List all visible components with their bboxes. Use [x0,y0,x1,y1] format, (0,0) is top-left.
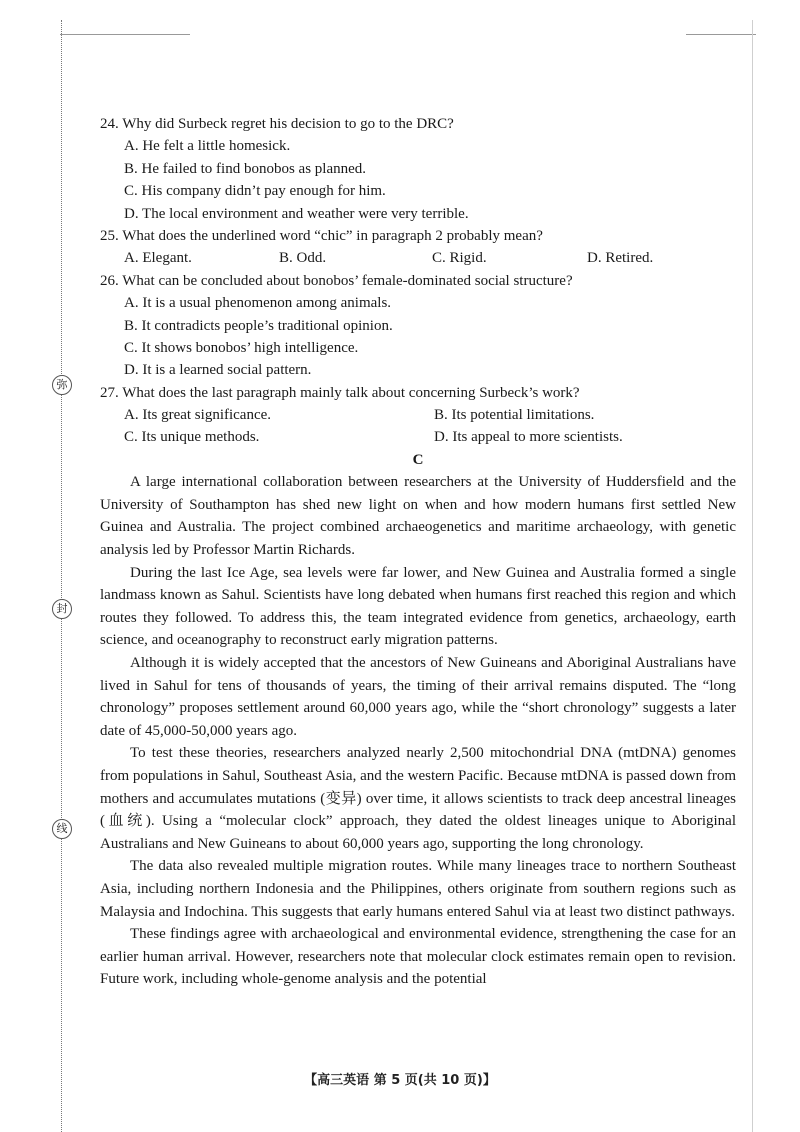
binding-char-feng: 封 [52,599,72,619]
option-c: C. Its unique methods. [124,429,260,446]
question-24 [100,113,736,225]
option-c: C. Rigid. [432,250,487,267]
option-d: D. The local environment and weather were very terrible. [124,205,469,222]
option-d: D. Its appeal to more scientists. [434,429,623,446]
top-rule-right [686,34,756,35]
option-b: B. He failed to find bonobos as planned. [124,160,367,177]
option-a: A. It is a usual phenomenon among animals. [124,295,392,312]
binding-char-xian: 线 [52,819,72,839]
question-26 [100,270,736,382]
option-d: D. It is a learned social pattern. [124,362,312,379]
passage-paragraph: To test these theories, researchers analyzed nearly 2,500 mitochondrial DNA (mtDNA) genomes from populations in Sahul, Southeast Asia, and the western Pacific. Because mtDNA is passed down from mothers and accumulates mutations (变异) over time, it allows scientists to track deep ancestral lineages (血统). Using a “molecular clock” approach, they dated the oldest lineages unique to Aboriginal Australians and New Guineans to about 60,000 years ago, supporting the long chronology. [100,745,736,852]
page-footer: 【高三英语 第 5 页(共 10 页)】 [304,1073,496,1088]
option-b: B. Its potential limitations. [434,407,595,424]
question-stem: 24. Why did Surbeck regret his decision to go to the DRC? [100,116,454,132]
question-stem: 25. What does the underlined word “chic” in paragraph 2 probably mean? [100,227,543,244]
right-margin-line [752,20,753,1132]
passage [100,471,736,991]
option-a: A. Its great significance. [124,407,272,424]
section-heading: C [412,451,424,468]
passage-paragraph: Although it is widely accepted that the ancestors of New Guineans and Aboriginal Australians have lived in Sahul for tens of thousands of years, the timing of their arrival remains disputed. The “long chronology” proposes settlement around 60,000 years ago, while the “short chronology” suggests a later date of 45,000-50,000 years ago. [100,655,736,739]
options-row-1 [100,404,736,426]
options-row [100,247,736,269]
question-27 [100,382,736,449]
options-row-2 [100,426,736,448]
top-rule-left [60,34,190,35]
binding-char-seal: 弥 [52,375,72,395]
passage-paragraph: During the last Ice Age, sea levels were far lower, and New Guinea and Australia formed a single landmass known as Sahul. Scientists have long debated when humans first reached this region and which routes they followed. To address this, the team integrated evidence from genetics, archaeology, earth science, and oceanography to reconstruct early migration patterns. [100,564,736,649]
option-b: B. It contradicts people’s traditional opinion. [124,317,393,334]
option-a: A. He felt a little homesick. [124,138,291,155]
passage-paragraph: A large international collaboration between researchers at the University of Huddersfield and the University of Southampton has shed new light on when and how modern humans first settled New Guinea and Australia. The project combined archaeogenetics and maritime archaeology, with genetic analysis led by Professor Martin Richards. [100,474,736,559]
option-c: C. It shows bonobos’ high intelligence. [124,339,359,356]
question-stem: 26. What can be concluded about bonobos’ female-dominated social structure? [100,272,573,289]
passage-paragraph: These findings agree with archaeological and environmental evidence, strengthening the case for an earlier human arrival. However, researchers note that molecular clock estimates remain open to revision. Future work, including whole-genome analysis and the potential [100,926,736,988]
option-d: D. Retired. [587,250,654,267]
option-a: A. Elegant. [124,250,192,267]
page-content [100,113,736,991]
option-c: C. His company didn’t pay enough for him. [124,183,386,200]
question-stem: 27. What does the last paragraph mainly talk about concerning Surbeck’s work? [100,384,580,401]
passage-paragraph: The data also revealed multiple migration routes. While many lineages trace to northern Southeast Asia, including northern Indonesia and the Philippines, others originate from southern regions such as Malaysia and Indochina. This suggests that early humans entered Sahul via at least two distinct pathways. [100,858,736,920]
question-25 [100,225,736,270]
binding-line [61,20,62,1132]
option-b: B. Odd. [279,250,327,267]
